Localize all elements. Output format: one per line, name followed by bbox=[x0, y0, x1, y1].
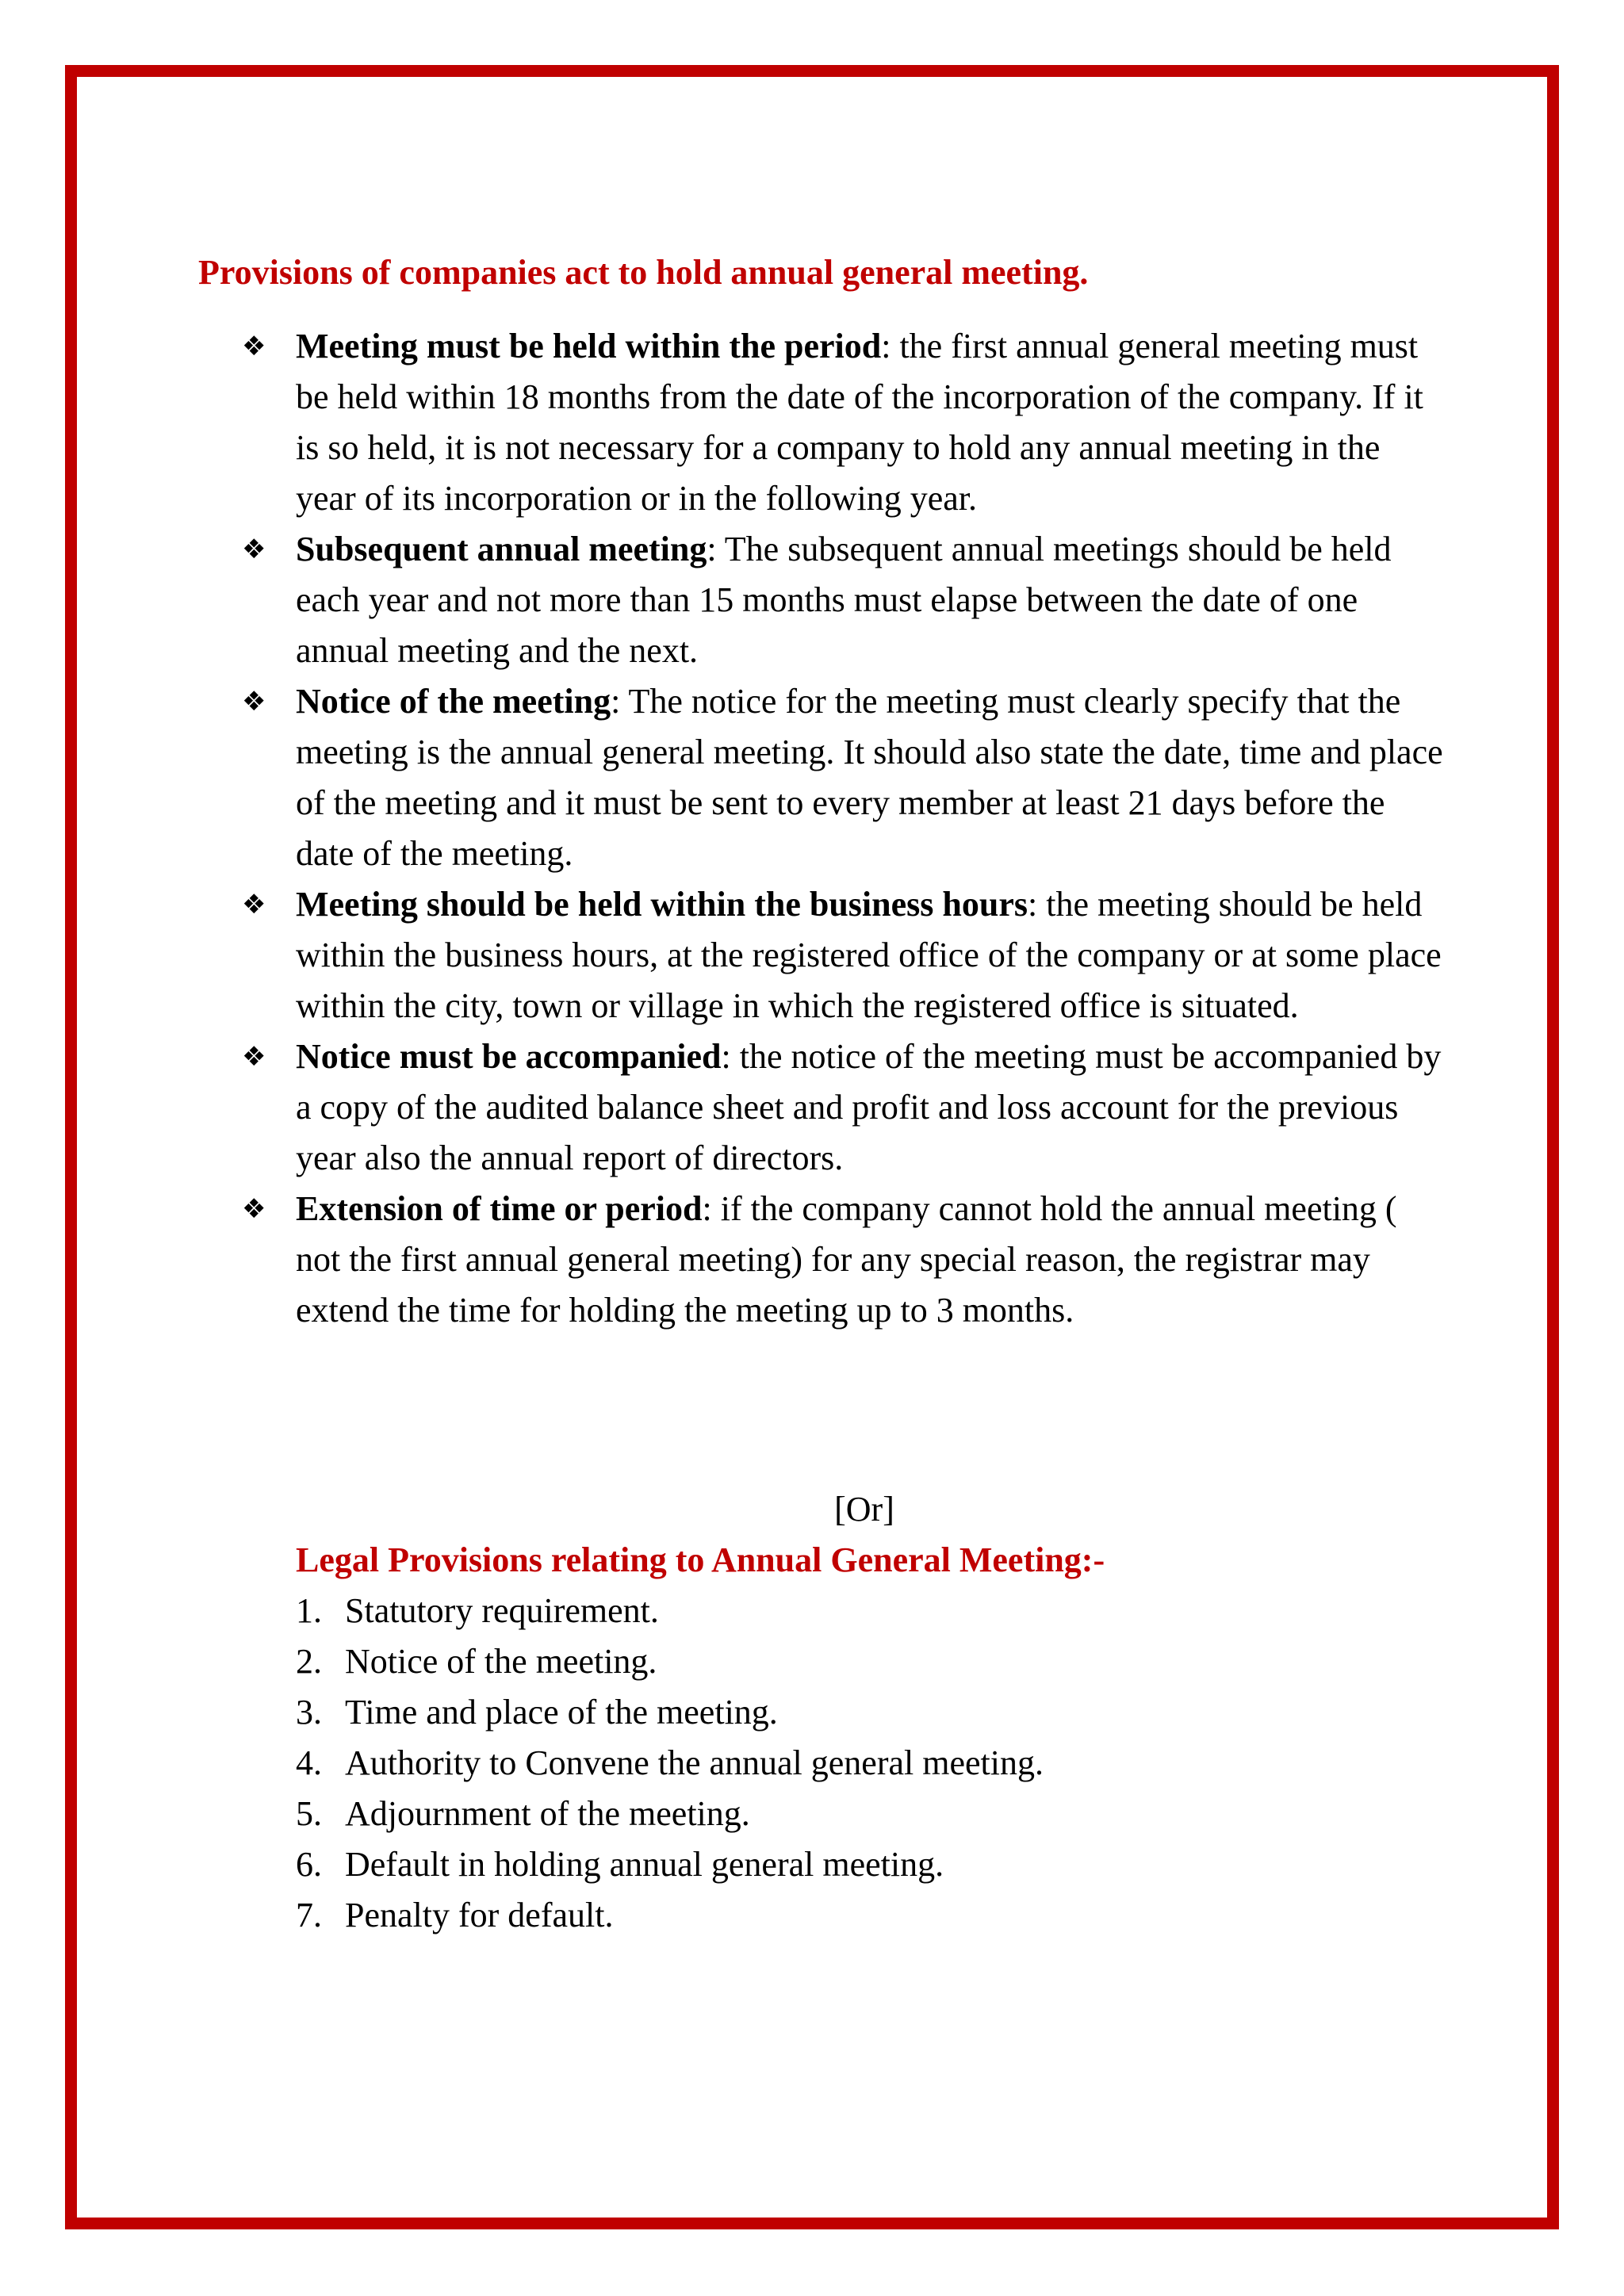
diamond-bullet-icon: ❖ bbox=[242, 1193, 266, 1225]
list-item-number: 5. bbox=[296, 1794, 322, 1833]
provision-text: : if the company cannot hold the annual meeting ( not the first annual general meeting) for any special reason, the registrar may extend the time for holding the meeting up to 3 months. bbox=[296, 1189, 1397, 1330]
list-item-number: 6. bbox=[296, 1845, 322, 1884]
list-item-number: 7. bbox=[296, 1896, 322, 1934]
provision-item bbox=[242, 879, 1447, 1031]
or-separator: [Or] bbox=[834, 1490, 894, 1529]
provision-text: : The subsequent annual meetings should be held each year and not more than 15 months must elapse between the date of one annual meeting and the next. bbox=[296, 530, 1392, 670]
provision-text: : the first annual general meeting must be held within 18 months from the date of the incorporation of the company. If it is so held, it is not necessary for a company to hold any annual meeting in the year of its incorporation or in the following year. bbox=[296, 327, 1423, 518]
provision-title: Meeting should be held within the business hours bbox=[296, 885, 1028, 924]
list-item-text: Penalty for default. bbox=[345, 1896, 614, 1934]
list-item-number: 1. bbox=[296, 1591, 322, 1630]
list-item bbox=[296, 1789, 1044, 1839]
provision-title: Subsequent annual meeting bbox=[296, 530, 707, 568]
provision-item bbox=[242, 1031, 1447, 1184]
provision-item bbox=[242, 676, 1447, 879]
list-item bbox=[296, 1839, 1044, 1890]
diamond-bullet-icon: ❖ bbox=[242, 686, 266, 718]
provision-title: Notice must be accompanied bbox=[296, 1037, 722, 1076]
provision-text: : the meeting should be held within the business hours, at the registered office of the company or at some place within the city, town or village in which the registered office is situated. bbox=[296, 885, 1442, 1025]
list-item bbox=[296, 1890, 1044, 1941]
provision-title: Meeting must be held within the period bbox=[296, 327, 882, 365]
diamond-bullet-icon: ❖ bbox=[242, 331, 266, 362]
provision-list bbox=[242, 321, 1447, 1336]
list-item-text: Time and place of the meeting. bbox=[345, 1693, 778, 1732]
provision-title: Extension of time or period bbox=[296, 1189, 703, 1228]
list-item-text: Notice of the meeting. bbox=[345, 1642, 657, 1681]
list-item-text: Statutory requirement. bbox=[345, 1591, 659, 1630]
list-item-text: Authority to Convene the annual general meeting. bbox=[345, 1743, 1044, 1782]
provision-item bbox=[242, 1184, 1447, 1336]
list-item-text: Default in holding annual general meeting. bbox=[345, 1845, 944, 1884]
diamond-bullet-icon: ❖ bbox=[242, 534, 266, 565]
legal-provisions-heading: Legal Provisions relating to Annual General Meeting:- bbox=[296, 1540, 1105, 1579]
list-item bbox=[296, 1636, 1044, 1687]
provision-item bbox=[242, 524, 1447, 676]
provision-text: : the notice of the meeting must be accompanied by a copy of the audited balance sheet and profit and loss account for the previous year also the annual report of directors. bbox=[296, 1037, 1442, 1177]
provision-title: Notice of the meeting bbox=[296, 682, 611, 721]
legal-provisions-list bbox=[296, 1586, 1044, 1941]
provision-item bbox=[242, 321, 1447, 524]
page-title: Provisions of companies act to hold annual general meeting. bbox=[198, 253, 1089, 292]
list-item bbox=[296, 1738, 1044, 1789]
diamond-bullet-icon: ❖ bbox=[242, 1041, 266, 1073]
list-item-number: 3. bbox=[296, 1693, 322, 1732]
list-item-number: 2. bbox=[296, 1642, 322, 1681]
list-item-text: Adjournment of the meeting. bbox=[345, 1794, 750, 1833]
list-item bbox=[296, 1586, 1044, 1636]
list-item bbox=[296, 1687, 1044, 1738]
diamond-bullet-icon: ❖ bbox=[242, 889, 266, 920]
list-item-number: 4. bbox=[296, 1743, 322, 1782]
provision-text: : The notice for the meeting must clearly specify that the meeting is the annual general meeting. It should also state the date, time and place of the meeting and it must be sent to every member at least 21 days before the date of the meeting. bbox=[296, 682, 1443, 873]
